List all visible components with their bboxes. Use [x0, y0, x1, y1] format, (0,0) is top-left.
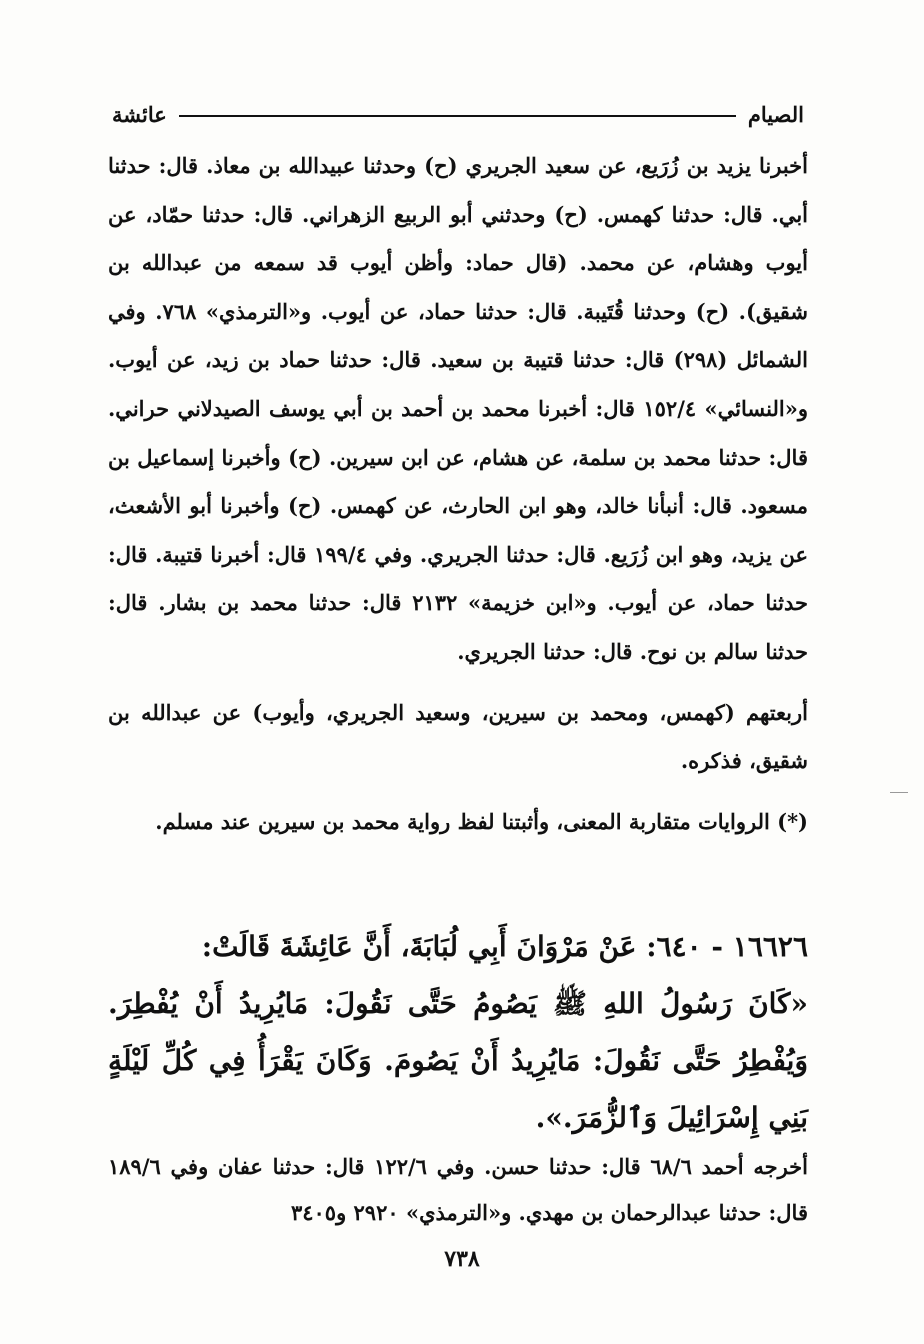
footnote-paragraph: أخبرنا يزيد بن زُرَيع، عن سعيد الجريري (ح) وحدثنا عبيدالله بن معاذ. قال: حدثنا أبي. قال: حدثنا كهمس. (ح) وحدثني أبو الربيع الزهراني. قال: حدثنا حمّاد، عن أيوب وهشام، عن محمد. (قال حماد: وأظن أيوب قد سمعه من عبدالله بن شقيق). (ح) وحدثنا قُتَيبة. قال: حدثنا حماد، عن أيوب. و«الترمذي» ٧٦٨. وفي الشمائل (٢٩٨) قال: حدثنا قتيبة بن سعيد. قال: حدثنا حماد بن زيد، عن أيوب. و«النسائي» ١٥٢/٤ قال: أخبرنا محمد بن أحمد بن أبي يوسف الصيدلاني حراني. قال: حدثنا محمد بن سلمة، عن هشام، عن ابن سيرين. (ح) وأخبرنا إسماعيل بن مسعود. قال: أنبأنا خالد، وهو ابن الحارث، عن كهمس. (ح) وأخبرنا أبو الأشعث، عن يزيد، وهو ابن زُرَيع. قال: حدثنا الجريري. وفي ١٩٩/٤ قال: أخبرنا قتيبة. قال: حدثنا حماد، عن أيوب. و«ابن خزيمة» ٢١٣٢ قال: حدثنا محمد بن بشار. قال: حدثنا سالم بن نوح. قال: حدثنا الجريري. [108, 153, 809, 664]
section-title: عائشة [112, 101, 167, 127]
takhrij-block [108, 1144, 808, 1236]
header-rule [179, 115, 736, 117]
chapter-title: الصيام [747, 101, 804, 127]
page-number: ٧٣٨ [444, 1246, 480, 1272]
margin-mark [890, 792, 908, 793]
footnote-paragraph: أربعتهم (كهمس، ومحمد بن سيرين، وسعيد الجريري، وأيوب) عن عبدالله بن شقيق، فذكره. [108, 699, 808, 774]
hadith-block [108, 918, 808, 1146]
running-header [112, 96, 804, 132]
footnotes-block [108, 142, 808, 846]
hadith-text: «كَانَ رَسُولُ اللهِ ﷺ يَصُومُ حَتَّى نَقُولَ: مَايُرِيدُ أَنْ يُفْطِرَ. وَيُفْطِرُ حَتَّى نَقُولَ: مَايُرِيدُ أَنْ يَصُومَ. وَكَانَ يَقْرَأُ فِي كُلِّ لَيْلَةٍ بَنِي إِسْرَائِيلَ وَٱلزُّمَرَ.». [108, 987, 808, 1134]
footnote-paragraph: (*) الروايات متقاربة المعنى، وأثبتنا لفظ رواية محمد بن سيرين عند مسلم. [155, 808, 808, 834]
takhrij-text: أخرجه أحمد ٦٨/٦ قال: حدثنا حسن. وفي ١٢٢/٦ قال: حدثنا عفان وفي ١٨٩/٦ قال: حدثنا عبدالرحمان بن مهدي. و«الترمذي» ٢٩٢٠ و٣٤٠٥ [108, 1154, 808, 1225]
hadith-number-line: ١٦٦٢٦ - ٦٤٠: عَنْ مَرْوَانَ أَبِي لُبَابَةَ، أَنَّ عَائِشَةَ قَالَتْ: [201, 930, 808, 963]
